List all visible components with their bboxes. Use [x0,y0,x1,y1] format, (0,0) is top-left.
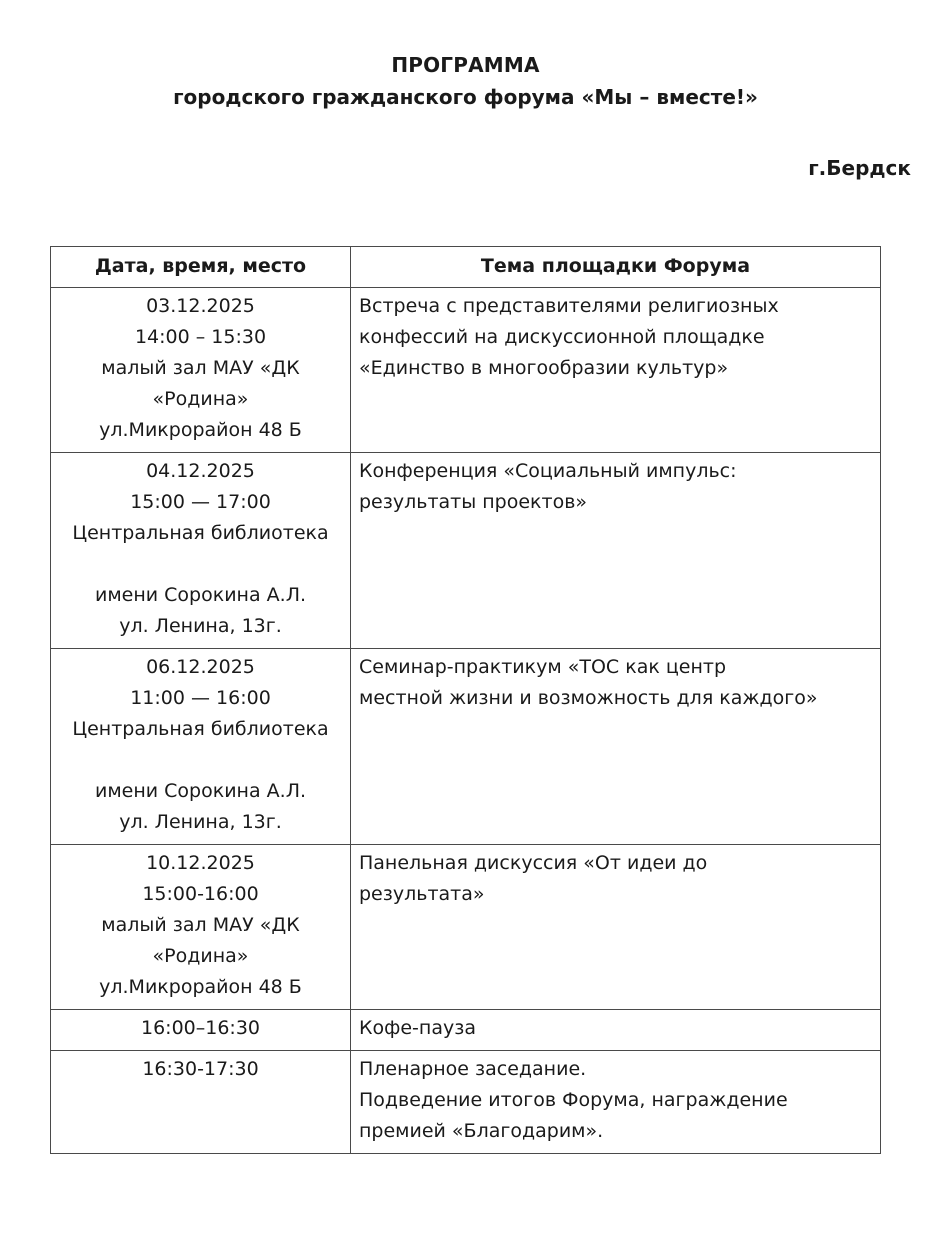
text-line: 06.12.2025 [146,656,255,678]
text-line: Центральная библиотека [72,718,329,740]
text-line: результата» [359,883,485,905]
text-line: ул. Ленина, 13г. [119,615,282,637]
cell-topic [351,1051,881,1154]
text-line: 14:00 – 15:30 [134,326,267,348]
text-line: 03.12.2025 [146,295,255,317]
text-line: Пленарное заседание. [359,1058,587,1080]
text-line [59,745,342,776]
cell-topic [351,649,881,845]
text-line [59,549,342,580]
text-line: Панельная дискуссия «От идеи до [359,852,708,874]
text-line: ул.Микрорайон 48 Б [99,419,302,441]
text-line: Конференция «Социальный импульс: [359,460,737,482]
page-subtitle: городского гражданского форума «Мы – вместе!» [173,85,758,109]
column-header-topic: Тема площадки Форума [351,247,881,288]
text-line: конфессий на дискуссионной площадке [359,326,765,348]
cell-topic [351,1010,881,1051]
text-line: Семинар-практикум «ТОС как центр [359,656,727,678]
text-line: результаты проектов» [359,491,588,513]
text-line: 16:00–16:30 [140,1017,260,1039]
text-line: 11:00 — 16:00 [130,687,271,709]
text-line: Подведение итогов Форума, награждение [359,1089,788,1111]
cell-date-time-place [51,1051,351,1154]
cell-date-time-place [51,288,351,453]
text-line: малый зал МАУ «ДК [101,914,300,936]
text-line: ул.Микрорайон 48 Б [99,976,302,998]
table-header-row [51,247,881,288]
table-row [51,288,881,453]
cell-date-time-place [51,845,351,1010]
text-line: местной жизни и возможность для каждого» [359,687,818,709]
table-row [51,1051,881,1154]
table-row [51,845,881,1010]
cell-topic [351,845,881,1010]
column-header-date: Дата, время, место [51,247,351,288]
text-line: имени Сорокина А.Л. [94,584,307,606]
cell-date-time-place [51,453,351,649]
text-line: «Родина» [152,388,249,410]
document-page [0,50,931,1250]
text-line: 16:30-17:30 [142,1058,259,1080]
text-line: Центральная библиотека [72,522,329,544]
text-line: «Родина» [152,945,249,967]
text-line: имени Сорокина А.Л. [94,780,307,802]
cell-date-time-place [51,649,351,845]
text-line: Встреча с представителями религиозных [359,295,779,317]
cell-topic [351,288,881,453]
text-line: Кофе-пауза [359,1017,476,1039]
cell-topic [351,453,881,649]
text-line: 15:00 — 17:00 [130,491,271,513]
text-line: малый зал МАУ «ДК [101,357,300,379]
page-title: ПРОГРАММА [391,53,540,77]
text-line: 04.12.2025 [146,460,255,482]
table-row [51,1010,881,1051]
text-line: «Единство в многообразии культур» [359,357,729,379]
table-body [51,288,881,1154]
program-table [50,246,881,1154]
table-row [51,649,881,845]
text-line: 15:00-16:00 [142,883,259,905]
table-row [51,453,881,649]
text-line: 10.12.2025 [146,852,255,874]
cell-date-time-place [51,1010,351,1051]
text-line: ул. Ленина, 13г. [119,811,282,833]
city-label: г.Бердск [808,156,911,180]
text-line: премией «Благодарим». [359,1120,604,1142]
